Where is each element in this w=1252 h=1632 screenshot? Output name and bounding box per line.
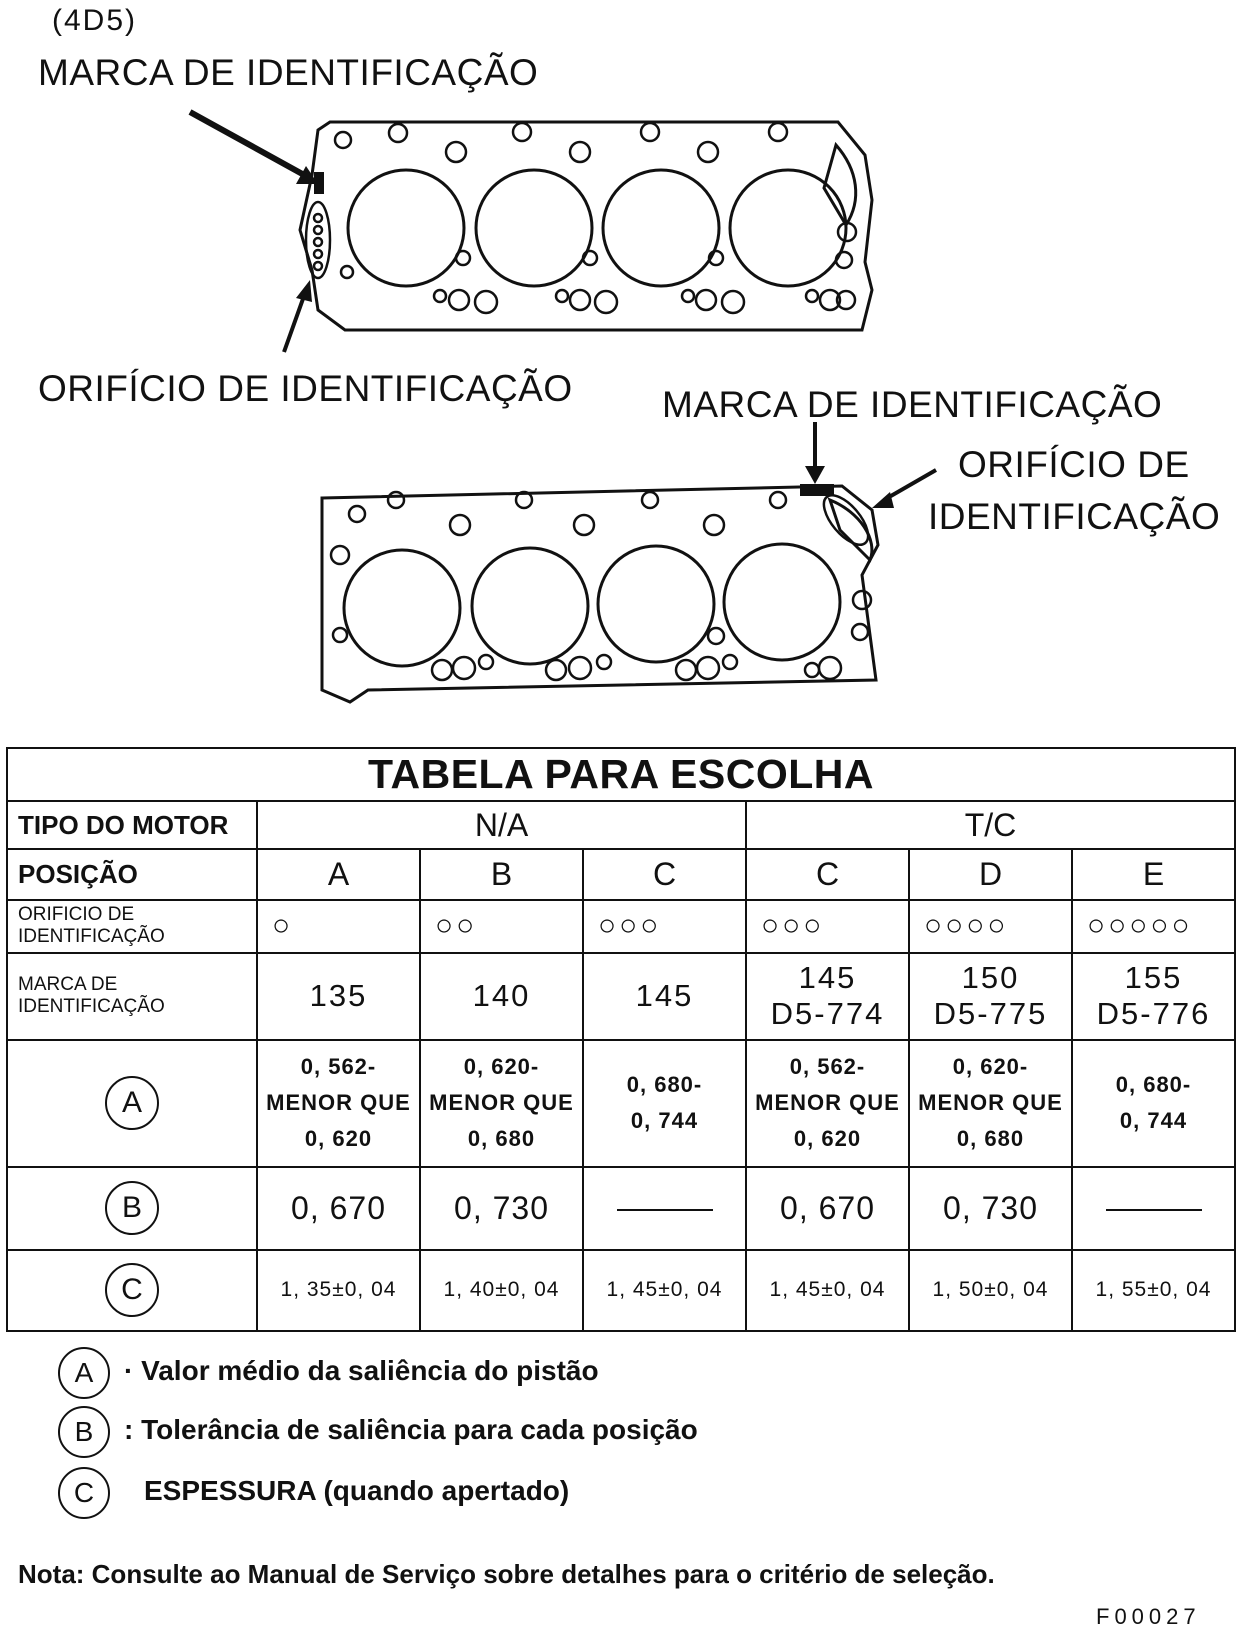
symbol-a-circle: A <box>105 1076 159 1130</box>
avg-cell <box>583 1040 746 1167</box>
position-cell: B <box>420 849 583 900</box>
position-cell: C <box>583 849 746 900</box>
legend-text-b: : Tolerância de saliência para cada posição <box>124 1414 698 1445</box>
mark-cell <box>909 953 1072 1040</box>
avg-cell <box>909 1040 1072 1167</box>
tolerance-cell: 0, 730 <box>909 1167 1072 1250</box>
avg-line1: 0, 680- <box>1115 1072 1192 1098</box>
tolerance-cell: 0, 670 <box>257 1167 420 1250</box>
avg-cell <box>420 1040 583 1167</box>
upper-mark-label: MARCA DE IDENTIFICAÇÃO <box>38 52 539 93</box>
avg-line2: MENOR QUE <box>429 1090 574 1116</box>
legend-symbol-a: A <box>58 1347 110 1399</box>
avg-line1: 0, 620- <box>952 1054 1029 1080</box>
avg-line1: 0, 562- <box>789 1054 866 1080</box>
avg-cell <box>746 1040 909 1167</box>
thickness-cell: 1, 35±0, 04 <box>257 1250 420 1331</box>
symbol-b-circle: B <box>105 1181 159 1235</box>
tolerance-cell: 0, 670 <box>746 1167 909 1250</box>
avg-line3: 0, 680 <box>956 1126 1025 1152</box>
legend-symbol-b: B <box>58 1406 110 1458</box>
tolerance-cell-empty <box>583 1167 746 1250</box>
mark-line1: 155 <box>1124 960 1183 996</box>
mark-line1: 150 <box>961 960 1020 996</box>
avg-cell <box>1072 1040 1235 1167</box>
note: Nota: Consulte ao Manual de Serviço sobre detalhes para o critério de seleção. <box>18 1559 995 1589</box>
lower-mark-label: MARCA DE IDENTIFICAÇÃO <box>662 384 1163 425</box>
group-tc: T/C <box>746 801 1235 850</box>
mark-line2: D5-774 <box>770 996 885 1032</box>
engine-tag: (4D5) <box>52 4 138 37</box>
avg-line3: 0, 620 <box>793 1126 862 1152</box>
thickness-cell: 1, 50±0, 04 <box>909 1250 1072 1331</box>
mark-line2: D5-775 <box>933 996 1048 1032</box>
avg-line2: MENOR QUE <box>266 1090 411 1116</box>
position-cell: A <box>257 849 420 900</box>
thickness-cell: 1, 40±0, 04 <box>420 1250 583 1331</box>
selection-table <box>6 747 1236 1332</box>
empty-dash <box>617 1209 713 1211</box>
legend-text-a: · Valor médio da saliência do pistão <box>124 1355 599 1386</box>
thickness-cell: 1, 45±0, 04 <box>746 1250 909 1331</box>
position-label: POSIÇÃO <box>7 849 257 900</box>
empty-dash <box>1106 1209 1202 1211</box>
avg-line1: 0, 562- <box>300 1054 377 1080</box>
avg-cell <box>257 1040 420 1167</box>
avg-line2: MENOR QUE <box>755 1090 900 1116</box>
position-cell: C <box>746 849 909 900</box>
mark-cell <box>1072 953 1235 1040</box>
legend-text-c: ESPESSURA (quando apertado) <box>144 1475 570 1506</box>
group-na: N/A <box>257 801 746 850</box>
hole-row-label-line1: ORIFICIO DE <box>18 904 135 926</box>
tolerance-cell: 0, 730 <box>420 1167 583 1250</box>
avg-line2: 0, 744 <box>630 1108 699 1134</box>
thickness-cell: 1, 55±0, 04 <box>1072 1250 1235 1331</box>
row-a-symbol-cell <box>7 1040 257 1167</box>
mark-line2: D5-776 <box>1096 996 1211 1032</box>
lower-gasket-diagram <box>0 380 1252 720</box>
symbol-c-circle: C <box>105 1263 159 1317</box>
mark-line1: 135 <box>309 978 368 1014</box>
mark-cell <box>746 953 909 1040</box>
avg-line1: 0, 680- <box>626 1072 703 1098</box>
legend-symbol-c: C <box>58 1467 110 1519</box>
avg-line2: 0, 744 <box>1119 1108 1188 1134</box>
figure-code: F00027 <box>1096 1604 1201 1629</box>
mark-row-label <box>7 953 257 1040</box>
hole-cell: ○○○○ <box>909 900 1072 953</box>
position-cell: E <box>1072 849 1235 900</box>
avg-line2: MENOR QUE <box>918 1090 1063 1116</box>
position-cell: D <box>909 849 1072 900</box>
hole-cell: ○ <box>257 900 420 953</box>
avg-line1: 0, 620- <box>463 1054 540 1080</box>
upper-hole-label: ORIFÍCIO DE IDENTIFICAÇÃO <box>38 368 573 409</box>
mark-cell <box>420 953 583 1040</box>
hole-cell: ○○○ <box>583 900 746 953</box>
row-c-symbol-cell <box>7 1250 257 1331</box>
mark-line1: 140 <box>472 978 531 1014</box>
engine-type-label: TIPO DO MOTOR <box>7 801 257 850</box>
mark-cell <box>257 953 420 1040</box>
lower-hole-label-line2: IDENTIFICAÇÃO <box>928 496 1221 537</box>
row-b-symbol-cell <box>7 1167 257 1250</box>
lower-hole-label-line1: ORIFÍCIO DE <box>958 444 1190 485</box>
avg-line3: 0, 620 <box>304 1126 373 1152</box>
table-title: TABELA PARA ESCOLHA <box>7 748 1235 801</box>
hole-cell: ○○○ <box>746 900 909 953</box>
mark-line1: 145 <box>798 960 857 996</box>
tolerance-cell-empty <box>1072 1167 1235 1250</box>
thickness-cell: 1, 45±0, 04 <box>583 1250 746 1331</box>
mark-row-label-line2: IDENTIFICAÇÃO <box>18 996 165 1018</box>
mark-cell <box>583 953 746 1040</box>
hole-cell: ○○ <box>420 900 583 953</box>
hole-cell: ○○○○○ <box>1072 900 1235 953</box>
mark-line1: 145 <box>635 978 694 1014</box>
avg-line3: 0, 680 <box>467 1126 536 1152</box>
hole-row-label-line2: IDENTIFICAÇÃO <box>18 926 165 948</box>
upper-gasket-diagram <box>0 0 1252 380</box>
hole-row-label <box>7 900 257 953</box>
mark-row-label-line1: MARCA DE <box>18 974 118 996</box>
